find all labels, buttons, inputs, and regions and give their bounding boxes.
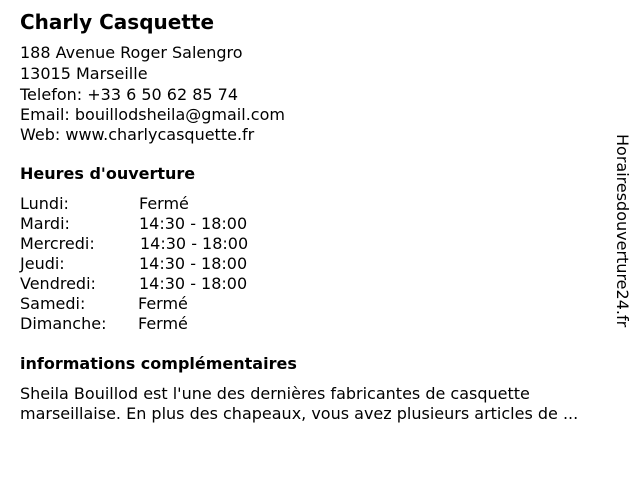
hours-time-value: Fermé <box>138 314 188 333</box>
hours-row-vendredi <box>20 274 320 294</box>
hours-day-label: Mercredi: <box>20 234 95 253</box>
address-city: 13015 Marseille <box>20 64 148 83</box>
hours-time-value: Fermé <box>138 294 188 313</box>
business-name: Charly Casquette <box>20 10 215 34</box>
info-text-line: Sheila Bouillod est l'une des dernières fabricantes de casquette <box>20 384 530 403</box>
info-text-line: marseillaise. En plus des chapeaux, vous avez plusieurs articles de ... <box>20 404 579 423</box>
hours-day-label: Lundi: <box>20 194 69 213</box>
hours-day-label: Vendredi: <box>20 274 96 293</box>
hours-row-dimanche <box>20 314 320 334</box>
hours-day-label: Dimanche: <box>20 314 107 333</box>
phone-number: Telefon: +33 6 50 62 85 74 <box>20 85 239 104</box>
hours-time-value: 14:30 - 18:00 <box>139 214 248 233</box>
hours-row-lundi <box>20 194 320 214</box>
hours-day-label: Jeudi: <box>20 254 65 273</box>
hours-time-value: 14:30 - 18:00 <box>139 254 248 273</box>
opening-hours-heading: Heures d'ouverture <box>20 164 196 183</box>
site-watermark: Horairesdouverture24.fr <box>613 134 632 328</box>
hours-day-label: Samedi: <box>20 294 86 313</box>
address-street: 188 Avenue Roger Salengro <box>20 43 243 62</box>
additional-info-heading: informations complémentaires <box>20 354 297 373</box>
hours-time-value: 14:30 - 18:00 <box>140 234 249 253</box>
hours-time-value: Fermé <box>139 194 189 213</box>
hours-row-samedi <box>20 294 320 314</box>
additional-info-text <box>20 384 632 424</box>
hours-time-value: 14:30 - 18:00 <box>139 274 248 293</box>
website-address: Web: www.charlycasquette.fr <box>20 125 255 144</box>
hours-row-mercredi <box>20 234 320 254</box>
hours-day-label: Mardi: <box>20 214 70 233</box>
email-address: Email: bouillodsheila@gmail.com <box>20 105 285 124</box>
hours-row-mardi <box>20 214 320 234</box>
hours-row-jeudi <box>20 254 320 274</box>
